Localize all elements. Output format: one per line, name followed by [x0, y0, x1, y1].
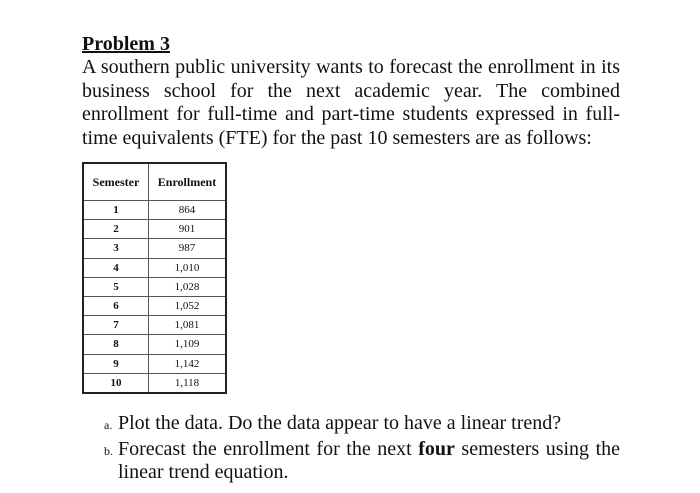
- semester-cell: 4: [83, 258, 149, 277]
- enrollment-table: [82, 162, 227, 394]
- column-header-semester: Semester: [83, 163, 149, 201]
- enrollment-cell: 1,142: [149, 354, 227, 373]
- semester-cell: 5: [83, 277, 149, 296]
- semester-cell: 3: [83, 239, 149, 258]
- enrollment-cell: 1,010: [149, 258, 227, 277]
- semester-cell: 2: [83, 220, 149, 239]
- semester-cell: 8: [83, 335, 149, 354]
- table-row: [83, 220, 226, 239]
- enrollment-cell: 987: [149, 239, 227, 258]
- problem-title: Problem 3: [82, 33, 170, 55]
- semester-cell: 1: [83, 201, 149, 220]
- question-b-text: [118, 438, 620, 485]
- enrollment-cell: 1,052: [149, 296, 227, 315]
- question-b-marker: b.: [104, 443, 113, 458]
- semester-cell: 10: [83, 373, 149, 393]
- enrollment-cell: 1,028: [149, 277, 227, 296]
- question-a-text: Plot the data. Do the data appear to have a linear trend?: [118, 412, 562, 434]
- semester-cell: 7: [83, 316, 149, 335]
- enrollment-cell: 1,118: [149, 373, 227, 393]
- semester-cell: 9: [83, 354, 149, 373]
- table-row: [83, 296, 226, 315]
- table-row: [83, 316, 226, 335]
- table-header-row: [83, 163, 226, 201]
- enrollment-cell: 901: [149, 220, 227, 239]
- table-row: [83, 354, 226, 373]
- table-row: [83, 258, 226, 277]
- enrollment-cell: 864: [149, 201, 227, 220]
- table-row: [83, 239, 226, 258]
- enrollment-cell: 1,109: [149, 335, 227, 354]
- question-b-emphasis: four: [418, 437, 455, 460]
- question-b: [104, 438, 620, 485]
- enrollment-cell: 1,081: [149, 316, 227, 335]
- table-row: [83, 277, 226, 296]
- question-b-text-end: semesters using the linear trend equation.: [118, 437, 620, 483]
- column-header-enrollment: Enrollment: [149, 163, 227, 201]
- table-row: [83, 201, 226, 220]
- question-list: [104, 412, 620, 485]
- question-a-marker: a.: [104, 418, 113, 432]
- table-row: [83, 373, 226, 393]
- question-a: [104, 412, 620, 438]
- table-row: [83, 335, 226, 354]
- semester-cell: 6: [83, 296, 149, 315]
- problem-intro: A southern public university wants to forecast the enrollment in its business school for the next academic year. The combined enrollment for full-time and part-time students expressed in full-time equivalents (FTE) for the past 10 semesters are as follows:: [82, 56, 620, 149]
- question-b-text-start: Forecast the enrollment for the next: [118, 437, 419, 460]
